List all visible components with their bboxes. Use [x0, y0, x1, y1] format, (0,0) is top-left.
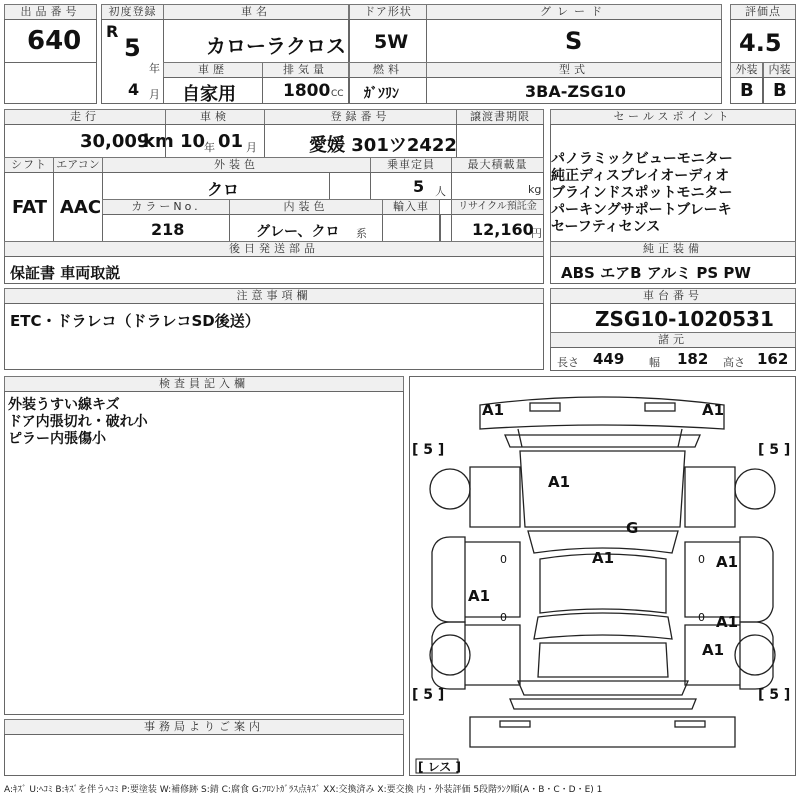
- grade: S: [565, 27, 583, 55]
- fuel-box: [349, 77, 427, 104]
- score: 4.5: [739, 29, 782, 57]
- length-label: 長さ: [557, 356, 579, 369]
- history-label: 車歴: [163, 62, 263, 78]
- import-box: [382, 214, 440, 242]
- lot-blank: [4, 62, 97, 104]
- fuel-label: 燃料: [349, 62, 427, 78]
- hood-shape: [520, 451, 685, 527]
- color-no-box: [102, 214, 230, 242]
- mark-right-rear-fender: A1: [702, 641, 725, 659]
- color-no: 218: [151, 220, 185, 239]
- import-spacer: [440, 214, 452, 242]
- fuel: ｶﾞｿﾘﾝ: [364, 86, 399, 102]
- model-box: [426, 77, 722, 104]
- front-bumper-shape: [480, 397, 724, 429]
- sales-point-3: ブラインドスポットモニター: [551, 185, 733, 201]
- lot-box: [4, 19, 97, 63]
- inspector-line-2: ドア内張切れ・破れ小: [8, 414, 148, 430]
- car-name-label: 車名: [163, 4, 349, 20]
- mark-left-door-zero: 0: [500, 553, 507, 566]
- notes-box: [4, 303, 544, 370]
- interior-color-label: 内装色: [229, 199, 383, 215]
- inspector-line-3: ピラー内張傷小: [8, 431, 106, 447]
- front-light-left: [530, 403, 560, 411]
- model-label: 型式: [426, 62, 722, 78]
- inspection-box: [165, 124, 265, 158]
- front-light-right: [645, 403, 675, 411]
- tire-left-top: [ 5 ]: [412, 442, 445, 458]
- car-name-box: [163, 19, 349, 63]
- interior-color-unit: 系: [356, 227, 367, 240]
- interior-color-box: [229, 214, 383, 242]
- office-box: [4, 734, 404, 776]
- km-unit: km: [143, 131, 174, 152]
- car-name: カローラクロス: [206, 34, 346, 58]
- grade-box: [426, 19, 722, 63]
- dims-box: [550, 347, 796, 371]
- mark-front-bumper-right: A1: [702, 401, 725, 419]
- inspection-month: 01: [218, 131, 244, 152]
- exterior-box: [730, 77, 763, 104]
- recycle-box: [451, 214, 544, 242]
- right-front-door-shape: [740, 537, 773, 622]
- legend: A:ｷｽﾞ U:ﾍｺﾐ B:ｷｽﾞを伴うﾍｺﾐ P:要塗装 W:補修跡 S:錆 C:腐食 G:ﾌﾛﾝﾄｶﾞﾗｽ点ｷｽﾞ XX:交換済み X:要交換 内・外装評価 5段階ﾗﾝｸ順(A・B・C・D・E) 1: [4, 785, 603, 795]
- color-extra-box: [329, 172, 371, 200]
- reg-month: 4: [128, 80, 140, 99]
- year-unit: 年: [149, 62, 160, 75]
- recycle-label: リサイクル預託金: [451, 199, 544, 215]
- rear-window-shape: [534, 613, 672, 639]
- mark-front-bumper-left: A1: [482, 401, 505, 419]
- score-box: [730, 19, 796, 63]
- wheel-rear-left: [430, 635, 470, 675]
- wheel-front-right: [735, 469, 775, 509]
- door-label: ドア形状: [349, 4, 427, 20]
- sales-points-box: [550, 124, 796, 242]
- wheel-front-left: [430, 469, 470, 509]
- mark-right-rear-zero: 0: [698, 611, 705, 624]
- load-unit: kg: [528, 183, 542, 196]
- right-front-fender-shape: [685, 467, 735, 527]
- chassis-label: 車台番号: [550, 288, 796, 304]
- genuine-equipment: ABS エアB アルミ PS PW: [561, 264, 751, 282]
- sales-point-5: セーフティセンス: [551, 219, 661, 235]
- reg-number-box: [264, 124, 457, 158]
- inspector-label: 検査員記入欄: [4, 376, 404, 392]
- mark-left-rear-door: A1: [468, 587, 491, 605]
- door-box: [349, 19, 427, 63]
- recycle-fee: 12,160: [472, 220, 534, 239]
- interior-box: [763, 77, 796, 104]
- mileage-box: [4, 124, 174, 158]
- color-label: 外装色: [102, 157, 371, 173]
- width-label: 幅: [649, 356, 660, 369]
- inspection-month-unit: 月: [246, 141, 257, 154]
- history-box: [163, 77, 263, 104]
- chassis-number: ZSG10-1020531: [595, 307, 774, 331]
- load-box: [451, 172, 544, 200]
- tire-right-bottom: [ 5 ]: [758, 687, 791, 703]
- notes-label: 注意事項欄: [4, 288, 544, 304]
- left-rear-door-shape: [432, 622, 465, 689]
- width-value: 182: [677, 350, 709, 368]
- grade-label: グレード: [426, 4, 722, 20]
- transfer-label: 譲渡書期限: [456, 109, 544, 125]
- car-diagram-box: [409, 376, 796, 776]
- later-parts: 保証書 車両取説: [10, 264, 121, 282]
- height-label: 高さ: [723, 356, 745, 369]
- inspection-year: 10: [180, 131, 206, 152]
- exterior-label: 外装: [730, 62, 763, 78]
- capacity-unit: 人: [435, 185, 446, 198]
- right-rear-door-shape: [740, 622, 773, 689]
- inspection-year-unit: 年: [204, 141, 215, 154]
- recycle-unit: 円: [531, 227, 542, 240]
- later-parts-box: [4, 256, 544, 284]
- load-label: 最大積載量: [451, 157, 544, 173]
- displacement: 1800: [283, 81, 331, 101]
- sales-points-label: セールスポイント: [550, 109, 796, 125]
- era: R: [106, 22, 119, 41]
- mileage: 30,009: [80, 131, 150, 152]
- inspection-label: 車検: [165, 109, 265, 125]
- inspector-box: [4, 391, 404, 715]
- left-front-fender-shape: [470, 467, 520, 527]
- shift-label: シフト: [4, 157, 54, 173]
- door: 5W: [374, 31, 409, 53]
- later-parts-label: 後日発送部品: [4, 241, 544, 257]
- mark-right-front-door: A1: [716, 553, 739, 571]
- ac-box: [53, 172, 103, 242]
- wheel-rear-right: [735, 635, 775, 675]
- shift: FAT: [12, 197, 48, 218]
- displacement-label: 排気量: [262, 62, 349, 78]
- first-reg-label: 初度登録: [101, 4, 164, 20]
- mark-hood: A1: [548, 473, 571, 491]
- sales-point-1: パノラミックビューモニター: [551, 151, 733, 167]
- ac: AAC: [60, 197, 102, 218]
- car-diagram: [410, 377, 795, 775]
- month-unit: 月: [149, 88, 160, 101]
- spare-tire: [ レス ]: [418, 760, 461, 774]
- first-reg-box: [101, 19, 164, 104]
- lot-label: 出品番号: [4, 4, 97, 20]
- transfer-box: [456, 124, 544, 158]
- color-box: [102, 172, 330, 200]
- mark-roof: A1: [592, 549, 615, 567]
- grille-shape: [505, 435, 700, 447]
- capacity-box: [370, 172, 452, 200]
- history: 自家用: [182, 84, 236, 105]
- color: クロ: [207, 180, 240, 199]
- tire-left-bottom: [ 5 ]: [412, 687, 445, 703]
- interior-color: グレー、クロ: [256, 224, 340, 240]
- reg-number: 愛媛 301ツ2422: [309, 135, 457, 156]
- chassis-box: [550, 303, 796, 333]
- shift-box: [4, 172, 54, 242]
- import-label: 輸入車: [382, 199, 440, 215]
- inspector-line-1: 外装うすい線キズ: [8, 397, 120, 413]
- mark-glass: G: [626, 519, 639, 537]
- mark-right-rear-door: A1: [716, 613, 739, 631]
- height-value: 162: [757, 350, 789, 368]
- rear-bumper-shape: [518, 681, 688, 695]
- left-front-door-shape: [432, 537, 465, 622]
- sales-point-2: 純正ディスプレイオーディオ: [551, 168, 730, 184]
- dims-label: 諸元: [550, 332, 796, 348]
- genuine-label: 純正装備: [550, 241, 796, 257]
- interior-label: 内装: [763, 62, 796, 78]
- capacity: 5: [413, 177, 425, 196]
- reg-year: 5: [124, 34, 141, 62]
- length-value: 449: [593, 350, 625, 368]
- interior-grade: B: [773, 80, 787, 101]
- capacity-label: 乗車定員: [370, 157, 452, 173]
- ac-label: エアコン: [53, 157, 103, 173]
- mark-left-rear-zero: 0: [500, 611, 507, 624]
- office-label: 事務局よりご案内: [4, 719, 404, 735]
- lot-number: 640: [27, 26, 82, 56]
- score-label: 評価点: [730, 4, 796, 20]
- mileage-label: 走行: [4, 109, 166, 125]
- reg-number-label: 登録番号: [264, 109, 457, 125]
- tire-right-top: [ 5 ]: [758, 442, 791, 458]
- mark-right-door-zero: 0: [698, 553, 705, 566]
- genuine-box: [550, 256, 796, 284]
- color-no-label: カラーNo.: [102, 199, 230, 215]
- sales-point-4: パーキングサポートブレーキ: [551, 202, 732, 218]
- model: 3BA-ZSG10: [525, 82, 626, 101]
- notes-text: ETC・ドラレコ（ドラレコSD後送）: [10, 312, 260, 330]
- cc-unit: CC: [331, 89, 344, 99]
- displacement-box: [262, 77, 349, 104]
- exterior-grade: B: [740, 80, 754, 101]
- trunk-shape: [538, 643, 668, 677]
